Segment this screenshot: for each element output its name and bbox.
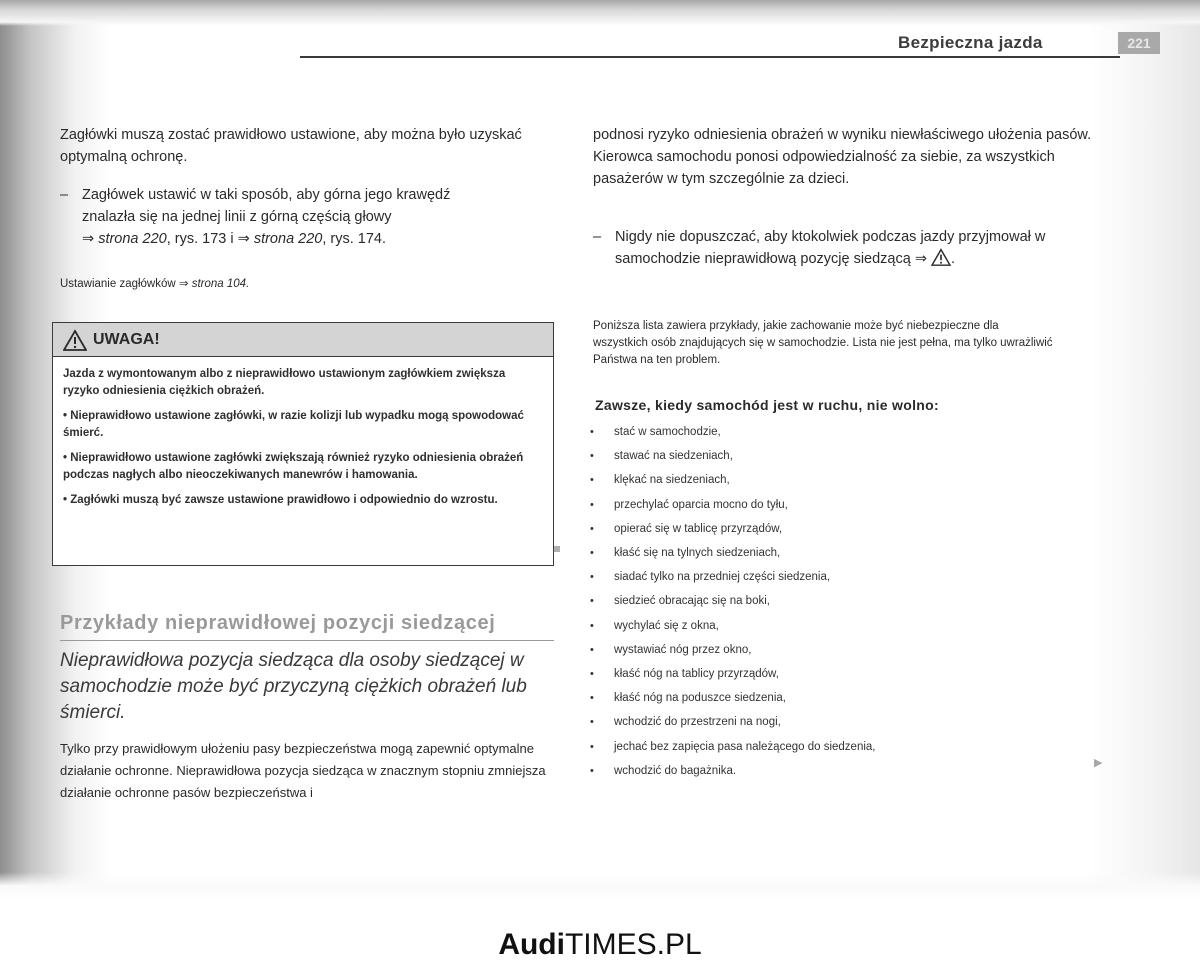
- figure-reference: , rys. 174.: [322, 231, 387, 247]
- list-item: [590, 444, 876, 468]
- list-item: [590, 638, 876, 662]
- list-item-text: kłaść nóg na tablicy przyrządów,: [614, 668, 779, 681]
- bullet-icon: •: [590, 474, 594, 487]
- list-item: [590, 686, 876, 710]
- warning-bullet: • Zagłówki muszą być zawsze ustawione prawidłowo i odpowiednio do wzrostu.: [63, 494, 498, 506]
- section-lead: Nieprawidłowa pozycja siedząca dla osoby siedzącej w samochodzie może być przyczyną ciężkich obrażeń lub śmierci.: [60, 650, 527, 723]
- step-text: [615, 226, 1073, 270]
- site-watermark: [0, 928, 1200, 962]
- reference-arrow: ⇒: [914, 251, 927, 267]
- step-line-1: Zagłówek ustawić w taki sposób, aby górna jego krawędź: [82, 187, 451, 203]
- bullet-icon: •: [590, 643, 594, 656]
- watermark-brand: Audi: [498, 928, 565, 961]
- list-item: [590, 517, 876, 541]
- end-of-section-marker: [554, 546, 560, 552]
- list-item-text: jechać bez zapięcia pasa należącego do siedzenia,: [614, 740, 876, 753]
- warning-body: [53, 357, 553, 509]
- bullet-icon: •: [590, 740, 594, 753]
- bullet-icon: •: [590, 547, 594, 560]
- figure-reference: , rys. 173 i: [166, 231, 238, 247]
- list-item-text: wystawiać nóg przez okno,: [614, 643, 752, 656]
- list-item-text: wychylać się z okna,: [614, 619, 719, 632]
- page-bottom-edge: [0, 872, 1200, 900]
- section-heading: Przykłady nieprawidłowej pozycji siedzącej: [60, 612, 496, 634]
- instruction-step: [60, 184, 560, 250]
- prohibited-actions-list: [590, 420, 876, 783]
- warning-header: [53, 323, 553, 357]
- list-item: [590, 541, 876, 565]
- list-item: [590, 420, 876, 444]
- step-line: Nigdy nie dopuszczać, aby ktokolwiek podczas jazdy przyjmował w samochodzie nieprawidłową pozycję siedzącą: [615, 229, 1046, 267]
- bullet-icon: •: [590, 595, 594, 608]
- page-number: 221: [1118, 32, 1160, 54]
- list-item-text: opierać się w tablicę przyrządów,: [614, 522, 783, 535]
- list-item: [590, 589, 876, 613]
- list-item: [590, 735, 876, 759]
- warning-triangle-icon: [63, 329, 87, 351]
- step-dash: –: [593, 229, 602, 245]
- bullet-icon: •: [590, 450, 594, 463]
- warning-paragraph: Jazda z wymontowanym albo z nieprawidłowo ustawionym zagłówkiem zwiększa ryzyko odniesienia ciężkich obrażeń.: [63, 368, 506, 397]
- list-item-text: kłaść nóg na poduszce siedzenia,: [614, 692, 786, 705]
- section-rule: [60, 640, 554, 641]
- list-item-text: siedzieć obracając się na boki,: [614, 595, 770, 608]
- step-text: [82, 184, 450, 250]
- list-item: [590, 468, 876, 492]
- header-rule: [300, 56, 1120, 58]
- page-reference-link[interactable]: strona 220: [98, 231, 167, 247]
- step-line-2: znalazła się na jednej linii z górną częścią głowy: [82, 209, 392, 225]
- list-item-text: wchodzić do bagażnika.: [614, 764, 737, 777]
- warning-label: UWAGA!: [93, 330, 160, 348]
- list-item: [590, 614, 876, 638]
- reference-arrow: ⇒: [178, 278, 189, 290]
- bullet-icon: •: [590, 498, 594, 511]
- warning-bullet: • Nieprawidłowo ustawione zagłówki zwiększają również ryzyko odniesienia obrażeń podczas nagłych albo nieoczekiwanych manewrów i hamowania.: [63, 452, 524, 481]
- list-item: [590, 565, 876, 589]
- step-references: [82, 228, 450, 250]
- step-end: .: [951, 251, 956, 267]
- cross-reference: [60, 276, 560, 293]
- list-heading: Zawsze, kiedy samochód jest w ruchu, nie wolno:: [595, 397, 939, 413]
- bullet-icon: •: [590, 716, 594, 729]
- bullet-icon: •: [590, 692, 594, 705]
- intro-paragraph: Zagłówki muszą zostać prawidłowo ustawione, aby można było uzyskać optymalną ochronę.: [60, 127, 522, 165]
- bullet-icon: •: [590, 426, 594, 438]
- watermark-domain: TIMES.PL: [564, 928, 702, 961]
- list-item-text: kłaść się na tylnych siedzeniach,: [614, 547, 781, 560]
- reference-arrow: ⇒: [82, 231, 95, 247]
- list-item: [590, 662, 876, 686]
- list-item: [590, 493, 876, 517]
- cross-reference-text: Ustawianie zagłówków: [60, 278, 179, 290]
- list-item-text: stawać na siedzeniach,: [614, 450, 733, 463]
- warning-box: [52, 322, 554, 566]
- page-reference-link[interactable]: strona 104.: [191, 278, 250, 290]
- bullet-icon: •: [590, 571, 594, 584]
- page-top-shadow: [0, 0, 1200, 26]
- running-header-title: Bezpieczna jazda: [898, 33, 1043, 52]
- note-paragraph: Poniższa lista zawiera przykłady, jakie zachowanie może być niebezpieczne dla wszystkich osób znajdujących się w samochodzie. Lista nie jest pełna, ma tylko uwrażliwić Państwa na ten problem.: [593, 320, 1053, 366]
- continuation-paragraph: podnosi ryzyko odniesienia obrażeń w wyniku niewłaściwego ułożenia pasów. Kierowca samochodu ponosi odpowiedzialność za siebie, za wszystkich pasażerów w tym szczególnie za dzieci.: [593, 127, 1092, 187]
- step-dash: –: [60, 187, 69, 203]
- bullet-icon: •: [590, 764, 594, 777]
- continue-arrow-icon: ▶: [1094, 757, 1103, 769]
- list-item-text: przechylać oparcia mocno do tyłu,: [614, 498, 788, 511]
- list-item: [590, 759, 876, 783]
- instruction-step: [593, 226, 1073, 270]
- list-item-text: wchodzić do przestrzeni na nogi,: [614, 716, 781, 729]
- bullet-icon: •: [590, 619, 594, 632]
- list-item-text: klękać na siedzeniach,: [614, 474, 730, 487]
- list-item: [590, 710, 876, 734]
- warning-triangle-icon[interactable]: [931, 248, 951, 266]
- reference-arrow: ⇒: [237, 231, 250, 247]
- warning-bullet: • Nieprawidłowo ustawione zagłówki, w razie kolizji lub wypadku mogą spowodować śmierć.: [63, 410, 524, 439]
- bullet-icon: •: [590, 668, 594, 681]
- page-reference-link[interactable]: strona 220: [253, 231, 323, 247]
- body-paragraph: Tylko przy prawidłowym ułożeniu pasy bezpieczeństwa mogą zapewnić optymalne działanie ochronne. Nieprawidłowa pozycja siedząca w znacznym stopniu zmniejsza działanie ochronne pasów bezpieczeństwa i: [60, 741, 546, 800]
- list-item-text: stać w samochodzie,: [614, 426, 721, 438]
- list-item-text: siadać tylko na przedniej części siedzenia,: [614, 571, 831, 584]
- bullet-icon: •: [590, 522, 594, 535]
